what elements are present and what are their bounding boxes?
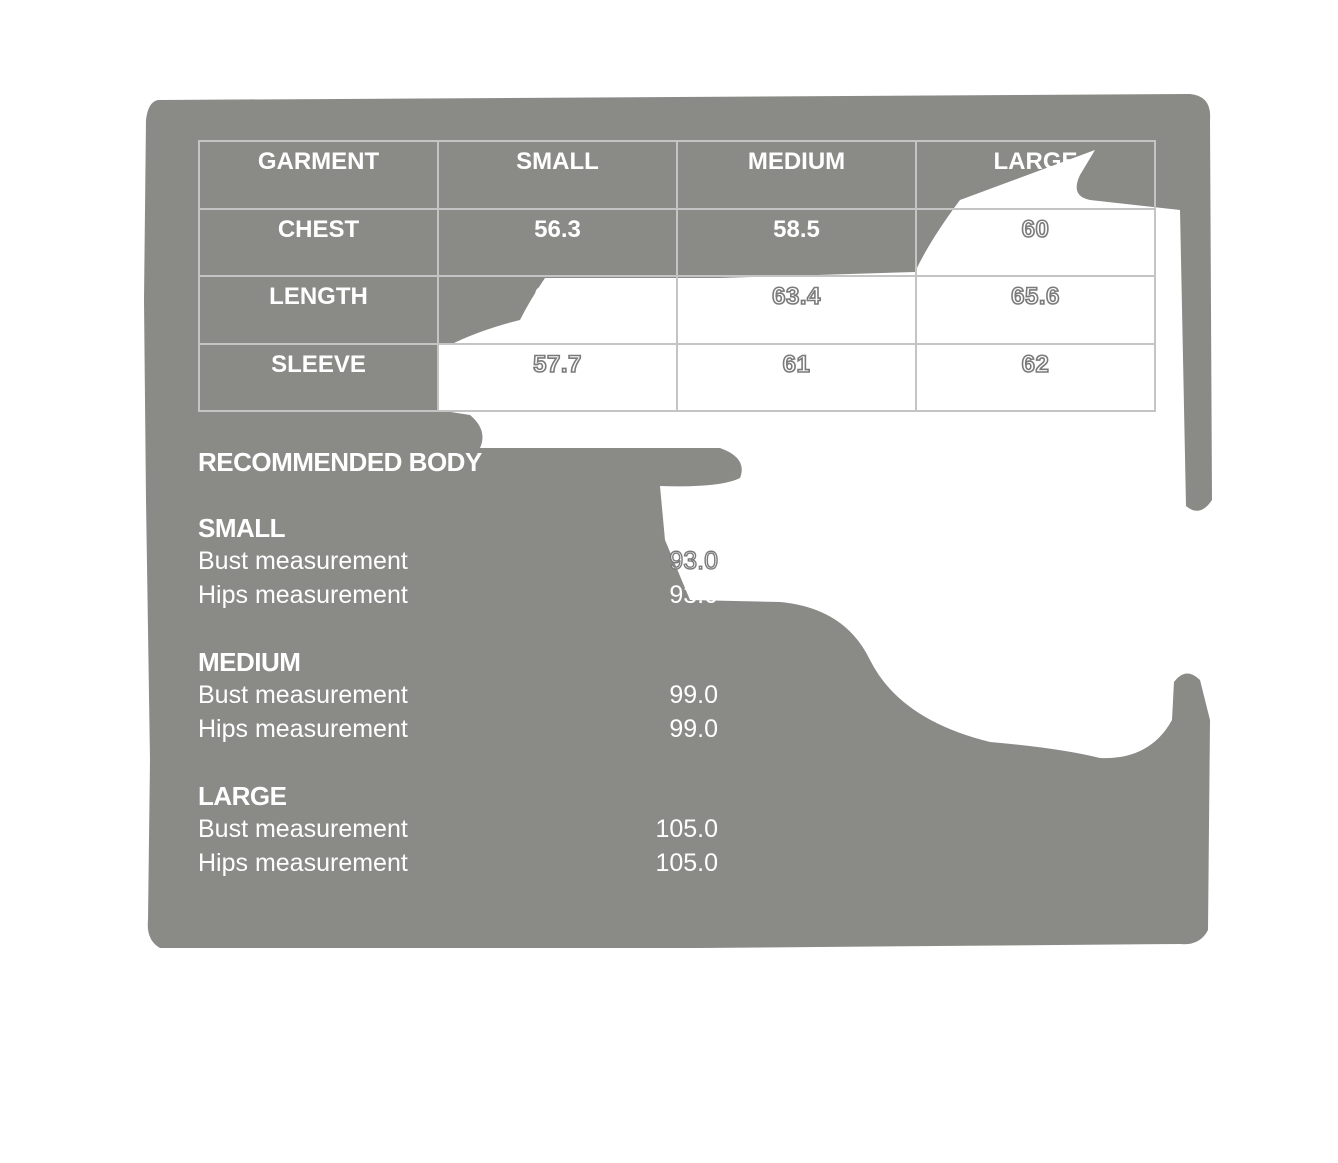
header-medium: MEDIUM xyxy=(677,141,916,209)
bust-label: Bust measurement xyxy=(198,815,408,843)
size-name: MEDIUM xyxy=(198,647,301,677)
bust-row xyxy=(198,678,718,712)
table-row xyxy=(199,209,1155,277)
sleeve-large: 62 xyxy=(916,344,1155,412)
bust-label: Bust measurement xyxy=(198,547,408,575)
hips-row xyxy=(198,712,718,746)
header-small: SMALL xyxy=(438,141,677,209)
row-label-chest: CHEST xyxy=(199,209,438,277)
recommended-body-section xyxy=(198,446,718,478)
bust-row xyxy=(198,812,718,846)
row-label-sleeve: SLEEVE xyxy=(199,344,438,412)
hips-row xyxy=(198,578,718,612)
sleeve-medium: 61 xyxy=(677,344,916,412)
bust-value: 105.0 xyxy=(655,815,718,843)
size-block-large xyxy=(198,780,718,880)
size-name: SMALL xyxy=(198,513,286,543)
sleeve-small: 57.7 xyxy=(438,344,677,412)
length-large: 65.6 xyxy=(916,276,1155,344)
hips-value: 99.0 xyxy=(669,715,718,743)
table-row xyxy=(199,344,1155,412)
size-block-medium xyxy=(198,646,718,746)
chest-large: 60 xyxy=(916,209,1155,277)
section-title: RECOMMENDED BODY xyxy=(198,447,482,477)
table-row xyxy=(199,276,1155,344)
hips-label: Hips measurement xyxy=(198,581,408,609)
header-large: LARGE xyxy=(916,141,1155,209)
length-medium: 63.4 xyxy=(677,276,916,344)
hips-row xyxy=(198,846,718,880)
table-header-row xyxy=(199,141,1155,209)
hips-value: 105.0 xyxy=(655,849,718,877)
hips-label: Hips measurement xyxy=(198,849,408,877)
hips-label: Hips measurement xyxy=(198,715,408,743)
bust-value: 99.0 xyxy=(669,681,718,709)
row-label-length: LENGTH xyxy=(199,276,438,344)
header-garment: GARMENT xyxy=(199,141,438,209)
bust-value: 93.0 xyxy=(669,547,718,575)
bust-row xyxy=(198,544,718,578)
hips-value: 93.0 xyxy=(669,581,718,609)
bust-label: Bust measurement xyxy=(198,681,408,709)
size-name: LARGE xyxy=(198,781,287,811)
chest-medium: 58.5 xyxy=(677,209,916,277)
size-chart-table xyxy=(198,140,1156,412)
length-small: 60.5 xyxy=(438,276,677,344)
chest-small: 56.3 xyxy=(438,209,677,277)
size-block-small xyxy=(198,512,718,612)
